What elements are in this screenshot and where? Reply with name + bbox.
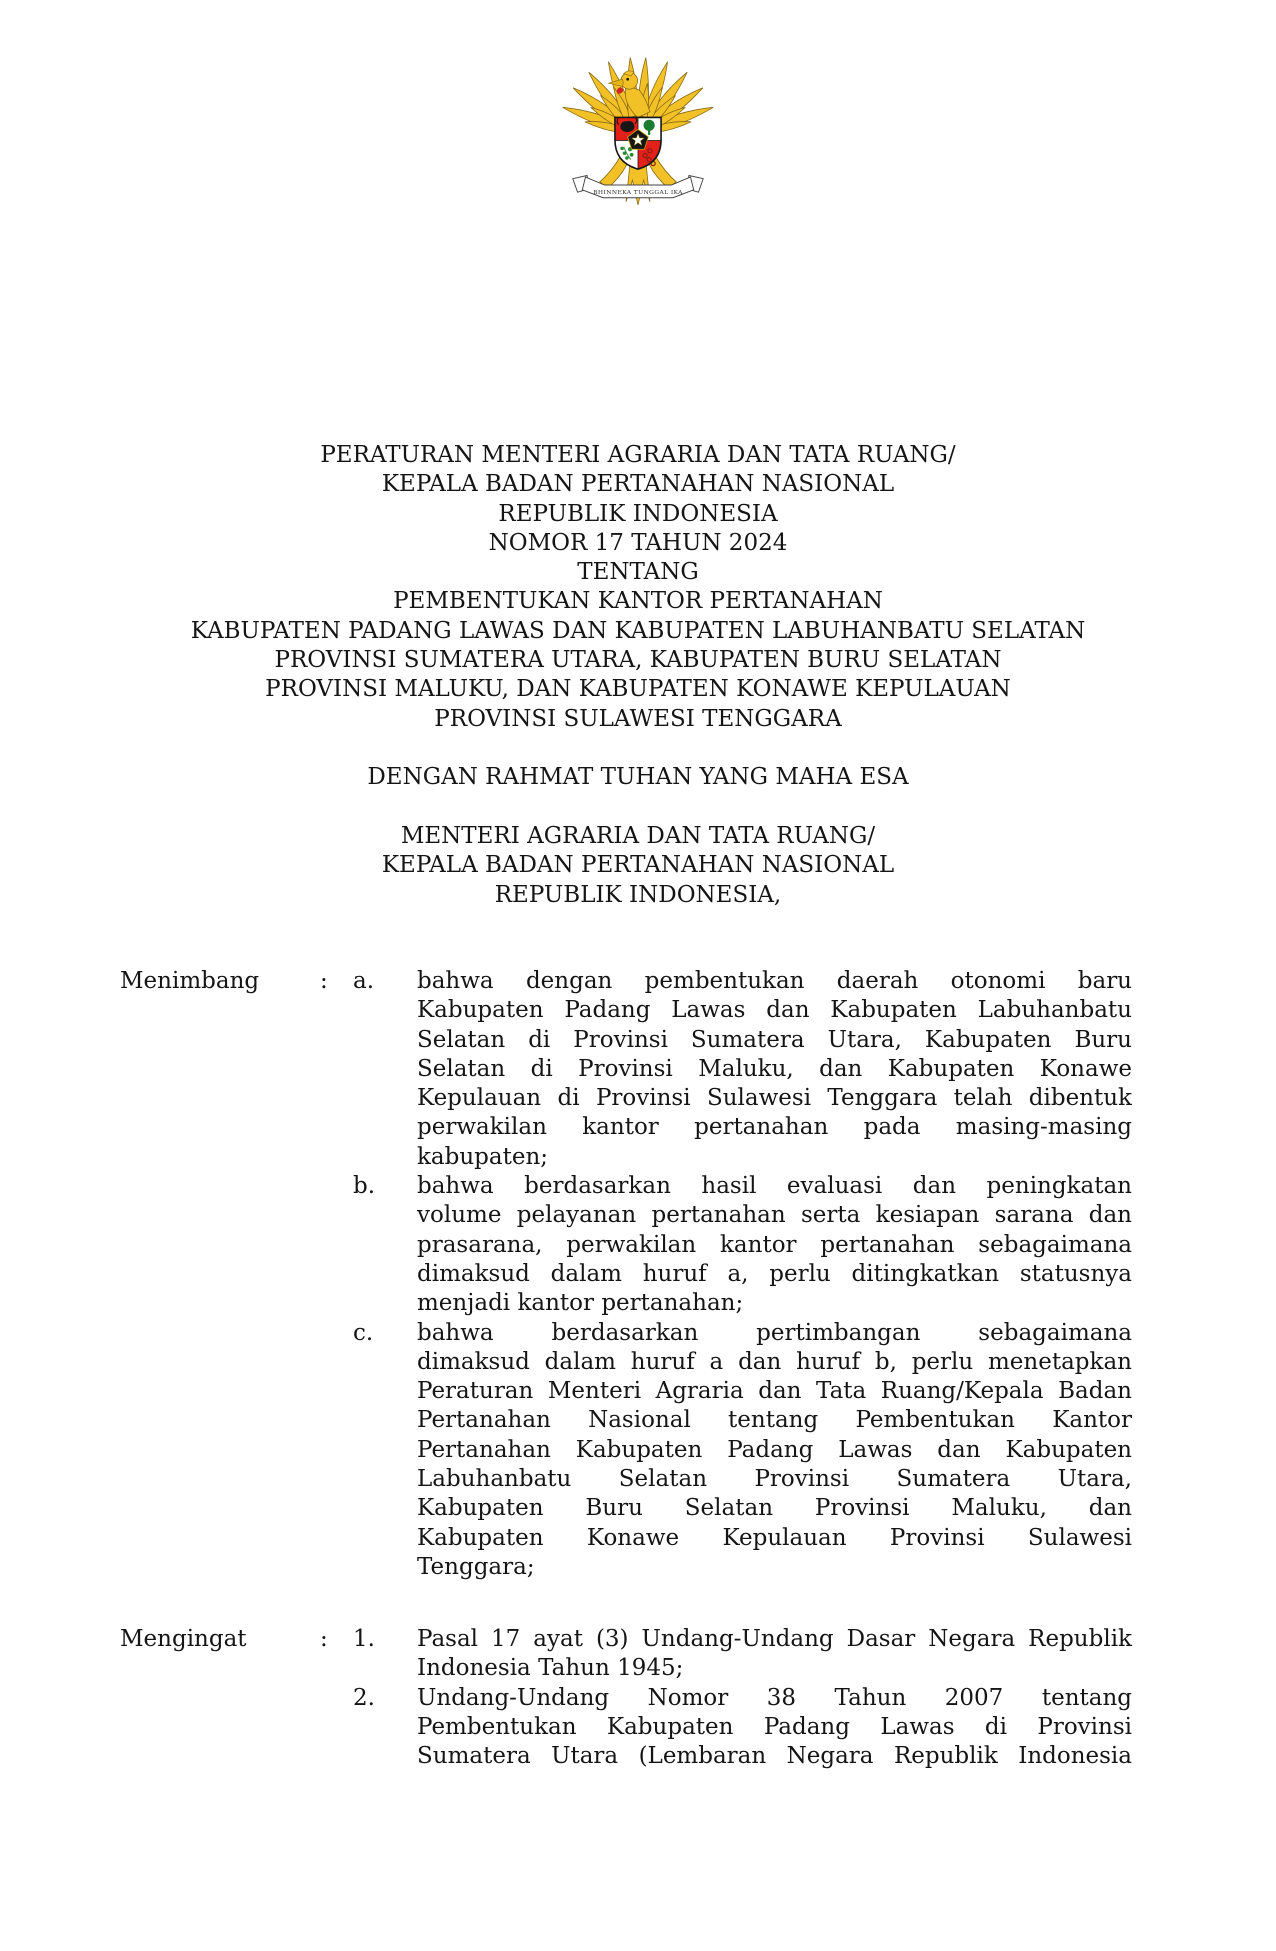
text-line: PROVINSI SUMATERA UTARA, KABUPATEN BURU SELATAN bbox=[274, 647, 1002, 674]
section-remembering bbox=[120, 1625, 1132, 1771]
text-line: Labuhanbatu Selatan Provinsi Sumatera Utara, bbox=[417, 1466, 1132, 1493]
text-line: PERATURAN MENTERI AGRARIA DAN TATA RUANG/ bbox=[320, 442, 956, 468]
text-line: Pertanahan Nasional tentang Pembentukan Kantor bbox=[417, 1407, 1132, 1434]
text-line: Selatan di Provinsi Sumatera Utara, Kabupaten Buru bbox=[417, 1026, 1132, 1053]
garuda-pancasila-emblem bbox=[551, 45, 726, 228]
item-marker: c. bbox=[353, 1319, 374, 1346]
text-line: volume pelayanan pertanahan serta kesiapan sarana dan bbox=[417, 1202, 1132, 1229]
text-line: Selatan di Provinsi Maluku, dan Kabupaten Konawe bbox=[417, 1055, 1132, 1082]
text-line: bahwa berdasarkan pertimbangan sebagaimana bbox=[417, 1319, 1132, 1346]
item-text bbox=[417, 1684, 1132, 1772]
item-marker: b. bbox=[353, 1173, 376, 1200]
section-separator: : bbox=[320, 1626, 328, 1652]
invocation-line bbox=[120, 763, 1156, 792]
text-line: dimaksud dalam huruf a dan huruf b, perlu menetapkan bbox=[417, 1348, 1132, 1375]
section-considering bbox=[120, 967, 1132, 1582]
item-text bbox=[417, 967, 1132, 1172]
section-items bbox=[353, 967, 1132, 1582]
list-item bbox=[353, 967, 1132, 1172]
text-line: Pasal 17 ayat (3) Undang-Undang Dasar Negara Republik bbox=[417, 1626, 1132, 1652]
item-marker: a. bbox=[353, 968, 375, 994]
section-items bbox=[353, 1625, 1132, 1771]
list-item bbox=[353, 1625, 1132, 1684]
text-line: REPUBLIK INDONESIA, bbox=[494, 881, 782, 908]
text-line: KABUPATEN PADANG LAWAS DAN KABUPATEN LABUHANBATU SELATAN bbox=[190, 617, 1086, 644]
text-line: PROVINSI MALUKU, DAN KABUPATEN KONAWE KEPULAUAN bbox=[265, 676, 1011, 703]
section-label: Mengingat bbox=[120, 1626, 247, 1652]
text-line: Sumatera Utara (Lembaran Negara Republik Indonesia bbox=[417, 1743, 1132, 1770]
motto-text: BHINNEKA TUNGGAL IKA bbox=[593, 188, 683, 196]
list-item bbox=[353, 1684, 1132, 1772]
text-line: Undang-Undang Nomor 38 Tahun 2007 tentang bbox=[417, 1684, 1132, 1711]
text-line: Pertanahan Kabupaten Padang Lawas dan Kabupaten bbox=[417, 1436, 1132, 1463]
text-line: perwakilan kantor pertanahan pada masing-masing bbox=[417, 1114, 1132, 1141]
text-line: kabupaten; bbox=[417, 1143, 549, 1170]
text-line: PEMBENTUKAN KANTOR PERTANAHAN bbox=[393, 588, 883, 615]
text-line: KEPALA BADAN PERTANAHAN NASIONAL bbox=[381, 852, 895, 879]
item-text bbox=[417, 1319, 1132, 1583]
section-separator: : bbox=[320, 968, 328, 994]
text-line: NOMOR 17 TAHUN 2024 bbox=[488, 529, 788, 556]
text-line: REPUBLIK INDONESIA bbox=[498, 500, 778, 527]
text-line: Kabupaten Padang Lawas dan Kabupaten Labuhanbatu bbox=[417, 997, 1132, 1024]
text-line: DENGAN RAHMAT TUHAN YANG MAHA ESA bbox=[367, 764, 909, 790]
item-marker: 2. bbox=[353, 1684, 375, 1711]
text-line: prasarana, perwakilan kantor pertanahan sebagaimana bbox=[417, 1231, 1132, 1258]
section-label: Menimbang bbox=[120, 968, 260, 994]
text-line: Peraturan Menteri Agraria dan Tata Ruang/Kepala Badan bbox=[417, 1378, 1132, 1405]
issuer-block bbox=[120, 822, 1156, 910]
item-text bbox=[417, 1172, 1132, 1318]
text-line: dimaksud dalam huruf a, perlu ditingkatkan statusnya bbox=[417, 1260, 1132, 1287]
text-line: Kepulauan di Provinsi Sulawesi Tenggara telah dibentuk bbox=[417, 1085, 1132, 1112]
text-line: Indonesia Tahun 1945; bbox=[417, 1655, 684, 1682]
text-line: Tenggara; bbox=[417, 1553, 535, 1580]
regulation-title bbox=[120, 441, 1156, 734]
text-line: Kabupaten Buru Selatan Provinsi Maluku, dan bbox=[417, 1495, 1132, 1522]
text-line: Kabupaten Konawe Kepulauan Provinsi Sulawesi bbox=[417, 1524, 1132, 1551]
text-line: TENTANG bbox=[577, 559, 699, 586]
text-line: bahwa berdasarkan hasil evaluasi dan peningkatan bbox=[417, 1173, 1132, 1200]
list-item bbox=[353, 1172, 1132, 1318]
text-line: MENTERI AGRARIA DAN TATA RUANG/ bbox=[400, 823, 876, 849]
text-line: Pembentukan Kabupaten Padang Lawas di Provinsi bbox=[417, 1713, 1132, 1740]
list-item bbox=[353, 1319, 1132, 1583]
item-text bbox=[417, 1625, 1132, 1684]
text-line: bahwa dengan pembentukan daerah otonomi baru bbox=[417, 968, 1132, 994]
item-marker: 1. bbox=[353, 1626, 375, 1652]
text-line: menjadi kantor pertanahan; bbox=[417, 1290, 744, 1317]
text-line: KEPALA BADAN PERTANAHAN NASIONAL bbox=[381, 471, 895, 498]
text-line: PROVINSI SULAWESI TENGGARA bbox=[434, 705, 842, 732]
